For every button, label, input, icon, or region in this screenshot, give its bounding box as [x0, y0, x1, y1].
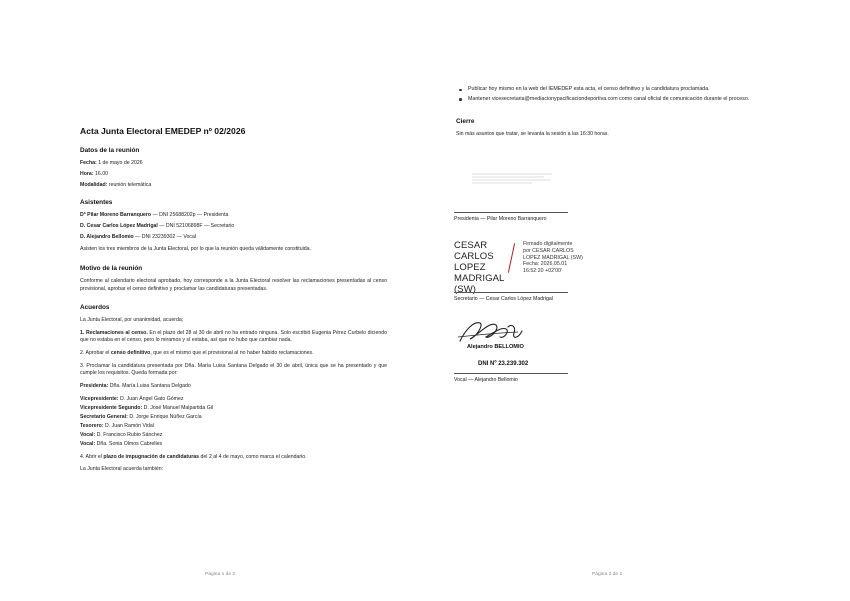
- presidenta-signature-stamp: [472, 172, 562, 187]
- cargo-value: D. Jorge Enrique Núñez García: [127, 414, 202, 421]
- handwritten-signature: [456, 315, 528, 347]
- asistentes-heading: Asistentes: [80, 199, 113, 206]
- cargo-label: Vocal:: [80, 441, 96, 448]
- cargo-value: D. Juan Ángel Gato Gómez: [118, 396, 184, 403]
- vocal-signature-name: Alejandro BELLOMIO: [467, 344, 524, 350]
- presidenta-label: Presidenta:: [80, 382, 109, 389]
- acuerdo-4-bold: plazo de impugnación de candidaturas: [103, 453, 200, 460]
- motivo-heading: Motivo de la reunión: [80, 265, 143, 272]
- acuerdo-2-pre: 2. Aprobar el: [80, 349, 111, 356]
- vocal-caption: Vocal — Alejandro Bellomio: [454, 377, 518, 383]
- document-title: Acta Junta Electoral EMEDEP nº 02/2026: [80, 126, 246, 136]
- acuerdo-1-num: 1.: [80, 329, 86, 336]
- cert-line: Fecha: 2026.05.01: [523, 261, 568, 268]
- asistente-name: Dª Pilar Moreno Barranquero: [80, 212, 152, 218]
- acuerdo-4-pre: 4. Abrir el: [80, 453, 104, 460]
- modalidad-label: Modalidad:: [80, 182, 108, 188]
- acuerdos-tambien: La Junta Electoral acuerda también:: [80, 466, 164, 473]
- acuerdo-1: [80, 330, 387, 345]
- page-2: [425, 0, 850, 601]
- acuerdo-2-post: , que es el mismo que el provisional al no haber habido reclamaciones.: [150, 349, 314, 356]
- hora-label: Hora:: [80, 171, 94, 177]
- asistente-row: [80, 212, 387, 219]
- cargo-line: [80, 423, 387, 430]
- signature-line: [454, 292, 568, 293]
- datos-heading: Datos de la reunión: [80, 147, 140, 154]
- signature-stamp-graphic: [472, 172, 562, 186]
- bullet-item: Publicar hoy mismo en la web del IEMEDEP esta acta, el censo definitivo y la candidatura proclamada.: [468, 86, 756, 94]
- presidenta-signature-block: [454, 212, 604, 222]
- cargo-label: Tesorero:: [80, 423, 104, 430]
- acuerdos-bullet-list: [456, 86, 756, 103]
- digital-signature-name: CESAR CARLOS LOPEZ MADRIGAL (SW): [454, 240, 505, 295]
- page-number: Página 1 de 2: [205, 572, 236, 577]
- acuerdo-4-post: del 2 al 4 de mayo, como marca el calendario.: [199, 453, 307, 460]
- signature-line: [454, 212, 568, 213]
- cargo-line: [80, 396, 387, 403]
- acuerdo-2-bold: censo definitivo: [110, 349, 151, 356]
- fecha-label: Fecha:: [80, 160, 97, 166]
- hora-line: [80, 171, 387, 178]
- page-2-content: [456, 86, 756, 144]
- cargo-line: [80, 414, 387, 421]
- cierre-text: Sin más asuntos que tratar, se levanta la sesión a las 16:30 horas.: [456, 131, 609, 138]
- cargo-line: [80, 432, 387, 439]
- digital-signature-info: [523, 241, 615, 275]
- fecha-value: 1 de mayo de 2026: [98, 160, 143, 166]
- cargo-value: D. Francisco Rubio Sánchez: [95, 432, 163, 439]
- acuerdo-2: [80, 350, 387, 358]
- cargo-label: Vicepresidente:: [80, 396, 119, 403]
- vocal-signature-dni: DNI Nº 23.239.302: [478, 361, 529, 367]
- bullet-item: Mantener vicesecretaria@mediacionypacificaciondeportiva.com como canal oficial de comunicación durante el proceso.: [468, 96, 756, 104]
- page-1-content: [80, 126, 387, 479]
- fecha-line: [80, 160, 387, 167]
- cargo-label: Vicepresidente Segundo:: [80, 405, 143, 412]
- acuerdos-heading: Acuerdos: [80, 304, 110, 312]
- asistente-name: D. Alejandro Bellomio: [80, 234, 134, 240]
- presidenta-caption: Presidenta — Pilar Moreno Barranquero: [454, 216, 547, 222]
- asistente-detail: — DNI 23239302 — Vocal: [133, 234, 197, 240]
- page-number: Página 2 de 2: [592, 572, 623, 577]
- cert-line: 16:52:20 +02'00': [523, 268, 562, 275]
- asistente-detail: — DNI 25688202p — Presidenta: [151, 212, 229, 218]
- cert-line: por CESAR CARLOS: [523, 247, 574, 254]
- signature-line: [454, 373, 568, 374]
- hora-value: 16.00: [95, 171, 108, 177]
- acuerdo-1-title: Reclamaciones al censo.: [85, 329, 148, 336]
- secretario-caption: Secretario — Cesar Carlos López Madrigal: [454, 296, 553, 302]
- modalidad-line: [80, 182, 387, 189]
- acuerdo-1-text: En el plazo del 28 al 30 de abril no ha entrado ninguna. Solo escribió Eugenia Pérez Curbelo diciendo que no estaba en el censo, pero lo miramos y sí estaba, así que no hubo que cambiar nada.: [80, 329, 387, 344]
- cargo-value: Dña. Sonia Olmos Cabrelles: [95, 441, 163, 448]
- cert-line: Firmado digitalmente: [523, 241, 573, 247]
- asistente-name: D. Cesar Carlos López Madrigal: [80, 223, 158, 229]
- cierre-heading: Cierre: [456, 118, 475, 126]
- cargo-value: D. José Manuel Malpartida Gil: [142, 405, 214, 412]
- asistente-detail: — DNI 52106898F — Secretario: [157, 223, 235, 229]
- acuerdo-4: [80, 454, 387, 462]
- asistente-row: [80, 223, 387, 230]
- cargo-line: [80, 405, 387, 412]
- cert-line: LOPEZ MADRIGAL (SW): [523, 254, 583, 261]
- asistente-row: [80, 234, 387, 241]
- cargo-value: D. Juan Ramón Vidal: [103, 423, 154, 430]
- presidenta-line: [80, 383, 387, 390]
- cargo-label: Secretario General:: [80, 414, 128, 421]
- acuerdos-intro: La Junta Electoral, por unanimidad, acuerda;: [80, 317, 184, 324]
- vocal-signature-block: [454, 373, 604, 383]
- presidenta-value: Dña. María Luisa Santana Delgado: [108, 382, 191, 389]
- motivo-text: Conforme al calendario electoral aprobado, hoy corresponde a la Junta Electoral resolver las reclamaciones presentadas al censo provisional, aprobar el censo definitivo y proclamar las candidaturas presentadas.: [80, 278, 387, 292]
- modalidad-value: reunión telemática: [108, 182, 152, 188]
- cargo-line: [80, 441, 387, 448]
- asistentes-note: Asisten los tres miembros de la Junta Electoral, por lo que la reunión queda válidamente constituida.: [80, 246, 311, 253]
- acuerdo-3: 3. Proclamar la candidatura presentada por Dña. María Luisa Santana Delgado el 30 de abril, única que se ha presentado y que cumple los requisitos. Queda formada por:: [80, 362, 387, 377]
- secretario-signature-block: [454, 292, 604, 302]
- cargo-label: Vocal:: [80, 432, 96, 439]
